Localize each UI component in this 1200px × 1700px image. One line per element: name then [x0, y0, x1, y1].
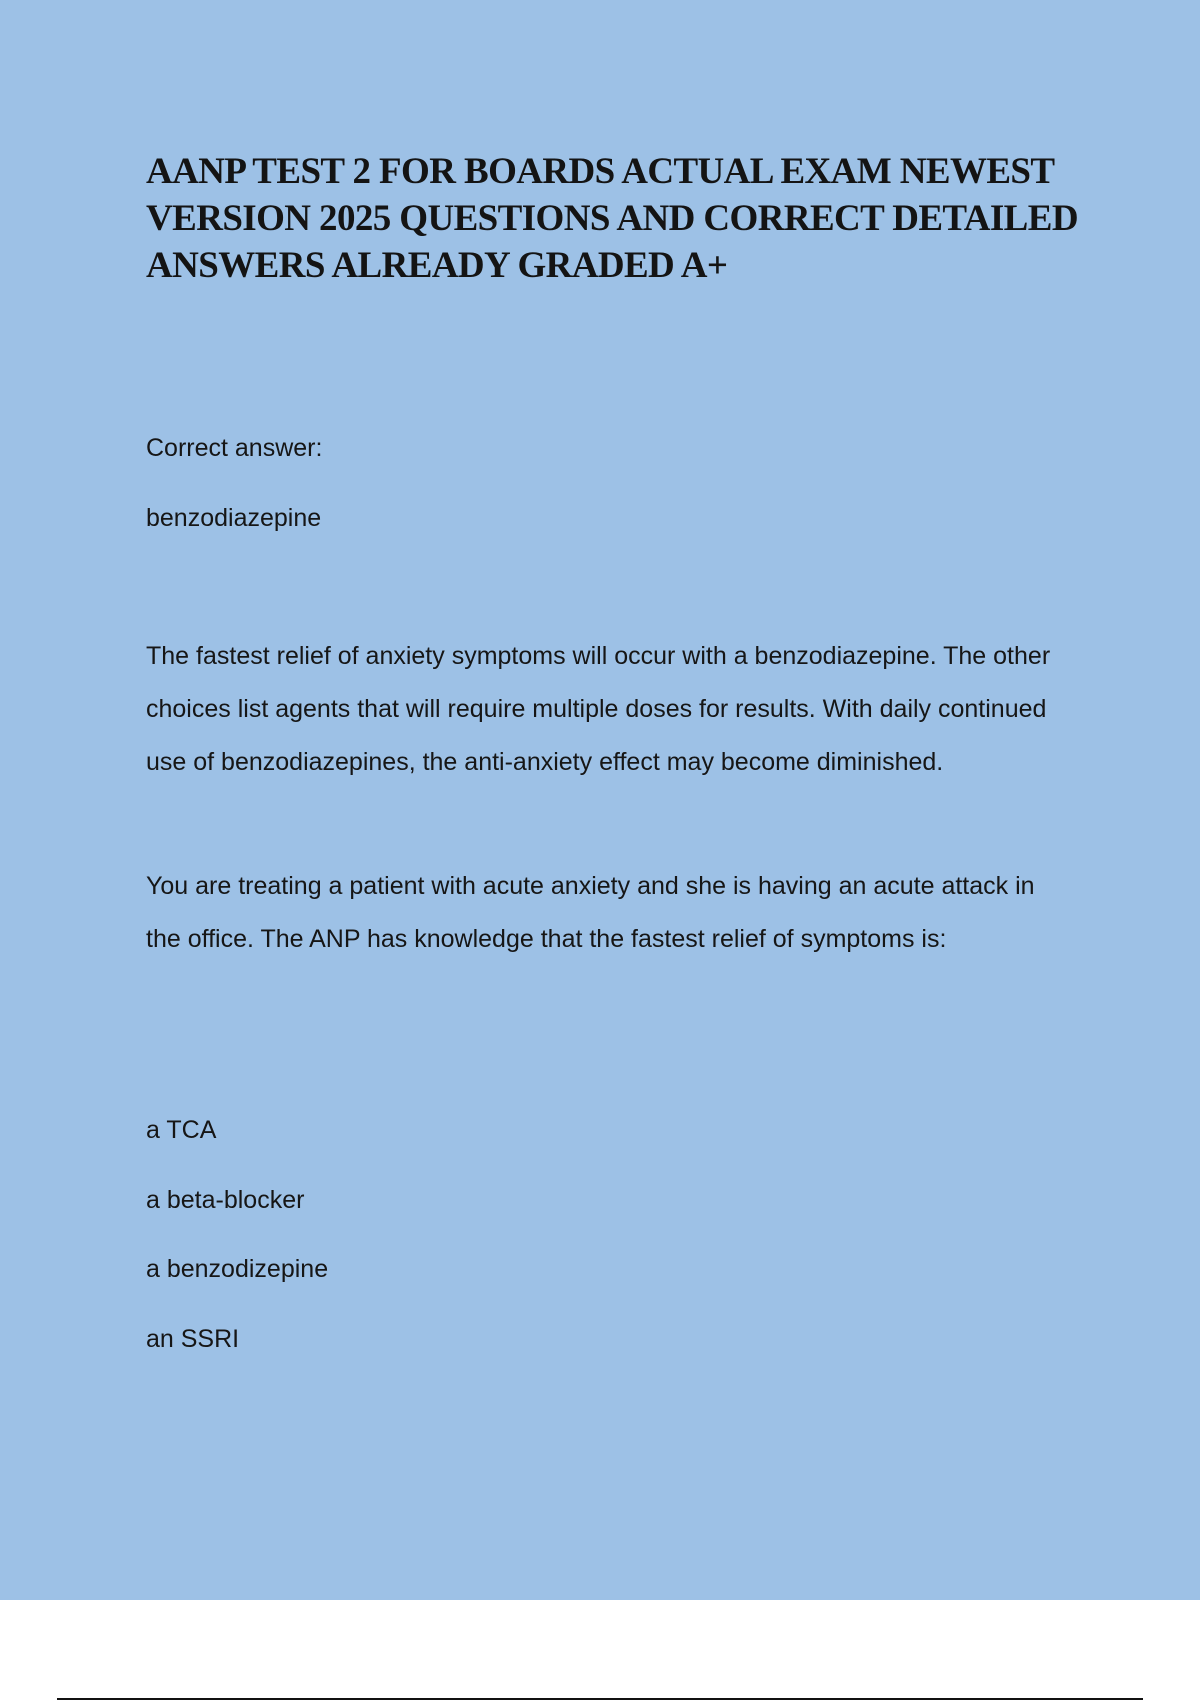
answer-option: an SSRI — [146, 1324, 240, 1353]
document-title: AANP TEST 2 FOR BOARDS ACTUAL EXAM NEWEST VERSION 2025 QUESTIONS AND CORRECT DETAILED ANSWERS ALREADY GRADED A+ — [146, 151, 1078, 286]
answer-rationale: The fastest relief of anxiety symptoms will occur with a benzodiazepine. The other choices list agents that will require multiple doses for results. With daily continued use of benzodiazepines, the anti-anxiety effect may become diminished. — [146, 642, 1051, 776]
correct-answer-value: benzodiazepine — [146, 504, 322, 532]
answer-option: a benzodizepine — [146, 1255, 329, 1283]
correct-answer-label: Correct answer: — [146, 434, 323, 462]
question-text: You are treating a patient with acute anxiety and she is having an acute attack in the office. The ANP has knowledge that the fastest relief of symptoms is: — [146, 872, 1035, 953]
answer-option: a TCA — [146, 1116, 217, 1144]
answer-option: a beta-blocker — [146, 1185, 305, 1214]
answer-options-list — [146, 1112, 328, 1390]
